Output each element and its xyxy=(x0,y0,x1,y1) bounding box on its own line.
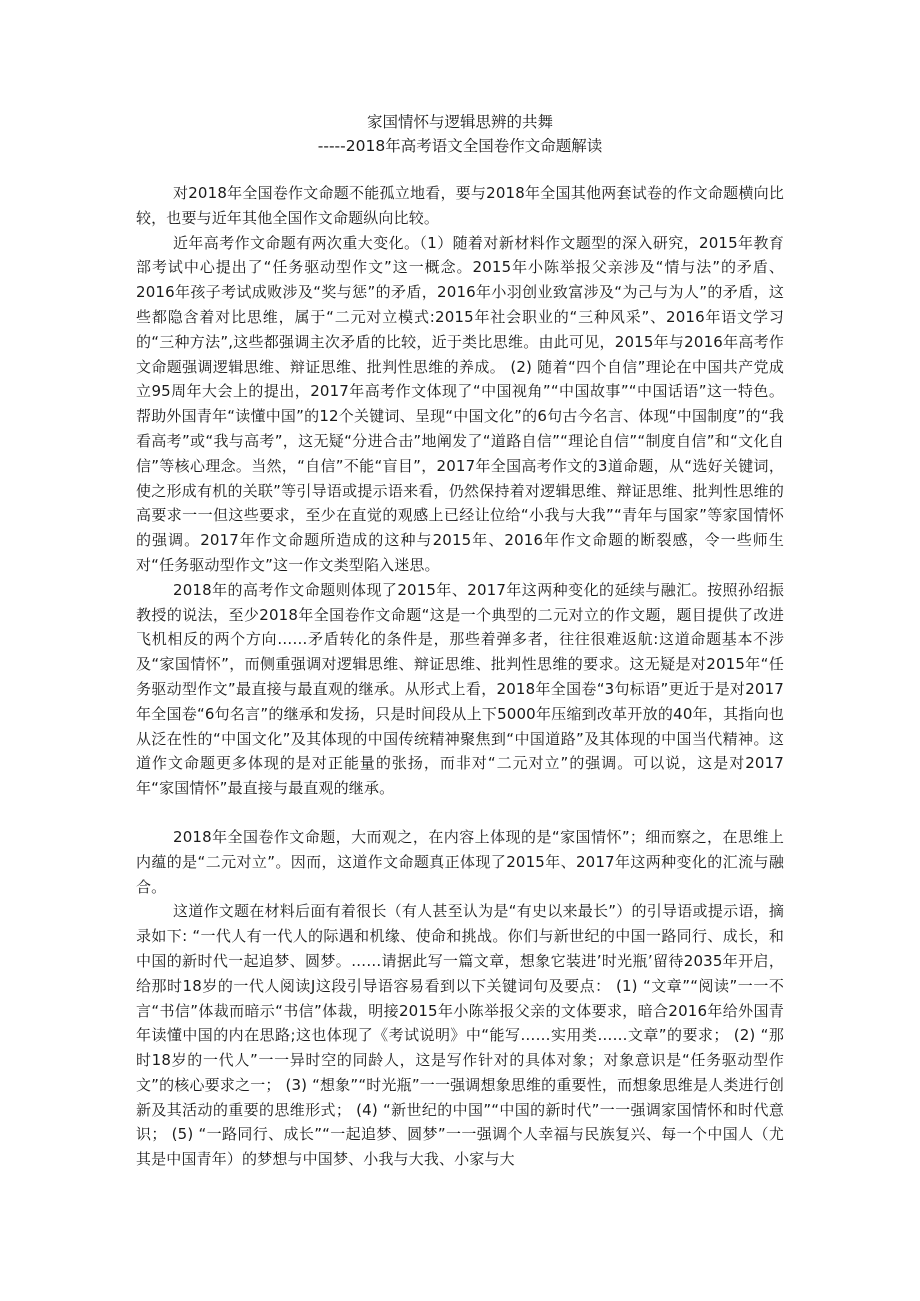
paragraph-two-changes: 近年高考作文命题有两次重大变化。（1）随着对新材料作文题型的深入研究，2015年教育部考试中心提出了“任务驱动型作文”这一概念。2015年小陈举报父亲涉及“情与法”的矛盾、2016年孩子考试成败涉及“奖与惩”的矛盾，2016年小羽创业致富涉及“为己与为人”的矛盾，这些都隐含着对比思维，属于“二元对立模式:2015年社会职业的“三种风采”、2016年语文学习的“三种方法”,这些都强调主次矛盾的比较，近于类比思维。由此可见，2015年与2016年高考作文命题强调逻辑思维、辩证思维、批判性思维的养成。 (2) 随着“四个自信”理论在中国共产党成立95周年大会上的提出，2017年高考作文体现了“中国视角”“中国故事”“中国话语”这一特色。帮助外国青年“读懂中国”的12个关键词、呈现“中国文化”的6句古今名言、体现“中国制度”的“我看高考”或“我与高考”，这无疑“分进合击”地阐发了“道路自信”“理论自信”“制度自信”和“文化自信”等核心理念。当然，“自信”不能“盲目”，2017年全国高考作文的3道命题，从“选好关键词，使之形成有机的关联”等引导语或提示语来看，仍然保持着对逻辑思维、辩证思维、批判性思维的高要求一一但这些要求，至少在直觉的观感上已经让位给“小我与大我”“青年与国家”等家国情怀的强调。2017年作文命题所造成的这种与2015年、2016年作文命题的断裂感，令一些师生对“任务驱动型作文”这一作文类型陷入迷思。 xyxy=(136,233,784,574)
paragraph-intro: 对2018年全国卷作文命题不能孤立地看，要与2018年全国其他两套试卷的作文命题横向比较，也要与近年其他全国作文命题纵向比较。 xyxy=(136,184,784,227)
paragraph-2018-overview: 2018年全国卷作文命题，大而观之，在内容上体现的是“家国情怀”；细而察之，在思维上内蕴的是“二元对立”。因而，这道作文命题真正体现了2015年、2017年这两种变化的汇流与融合。 xyxy=(136,827,784,896)
document-title: 家国情怀与逻辑思辨的共舞 xyxy=(366,113,553,131)
document-subtitle: -----2018年高考语文全国卷作文命题解读 xyxy=(317,137,603,155)
document-body xyxy=(136,181,784,1172)
paragraph-prompt-analysis: 这道作文题在材料后面有着很长（有人甚至认为是“有史以来最长”）的引导语或提示语，摘录如下: “一代人有一代人的际遇和机缘、使命和挑战。你们与新世纪的中国一路同行、成长，和中国的新时代一起追梦、圆梦。……请据此写一篇文章，想象它装进’时光瓶’留待2035年开启，给那时18岁的一代人阅读J这段引导语容易看到以下关键词句及要点： (1) “文章”“阅读”一一不言“书信”体裁而暗示“书信”体裁，明接2015年小陈举报父亲的文体要求，暗合2016年给外国青年读懂中国的内在思路;这也体现了《考试说明》中“能写……实用类……文章”的要求； (2) “那时18岁的一代人”一一异时空的同龄人，这是写作针对的具体对象；对象意识是“任务驱动型作文”的核心要求之一； (3) “想象”“时光瓶”一一强调想象思维的重要性，而想象思维是人类进行创新及其活动的重要的思维形式； (4) “新世纪的中国”“中国的新时代”一一强调家国情怀和时代意识； (5) “一路同行、成长”“一起追梦、圆梦”一一强调个人幸福与民族复兴、每一个中国人（尤其是中国青年）的梦想与中国梦、小我与大我、小家与大 xyxy=(136,902,784,1169)
paragraph-gap xyxy=(136,801,784,825)
paragraph-2018-continuation: 2018年的高考作文命题则体现了2015年、2017年这两种变化的延续与融汇。按照孙绍振教授的说法，至少2018年全国卷作文命题“这是一个典型的二元对立的作文题，题目提供了改进飞机相反的两个方向……矛盾转化的条件是，那些着弹多者，往往很难返航:这道命题基本不涉及“家国情怀”，而侧重强调对逻辑思维、辩证思维、批判性思维的要求。这无疑是对2015年“任务驱动型作文”最直接与最直观的继承。从形式上看，2018年全国卷“3句标语”更近于是对2017年全国卷“6句名言”的继承和发扬，只是时间段从上下5000年压缩到改革开放的40年，其指向也从泛在性的“中国文化”及其体现的中国传统精神聚焦到“中国道路”及其体现的中国当代精神。这道作文命题更多体现的是对正能量的张扬，而非对“二元对立”的强调。可以说，这是对2017年“家国情怀”最直接与最直观的继承。 xyxy=(136,580,784,798)
